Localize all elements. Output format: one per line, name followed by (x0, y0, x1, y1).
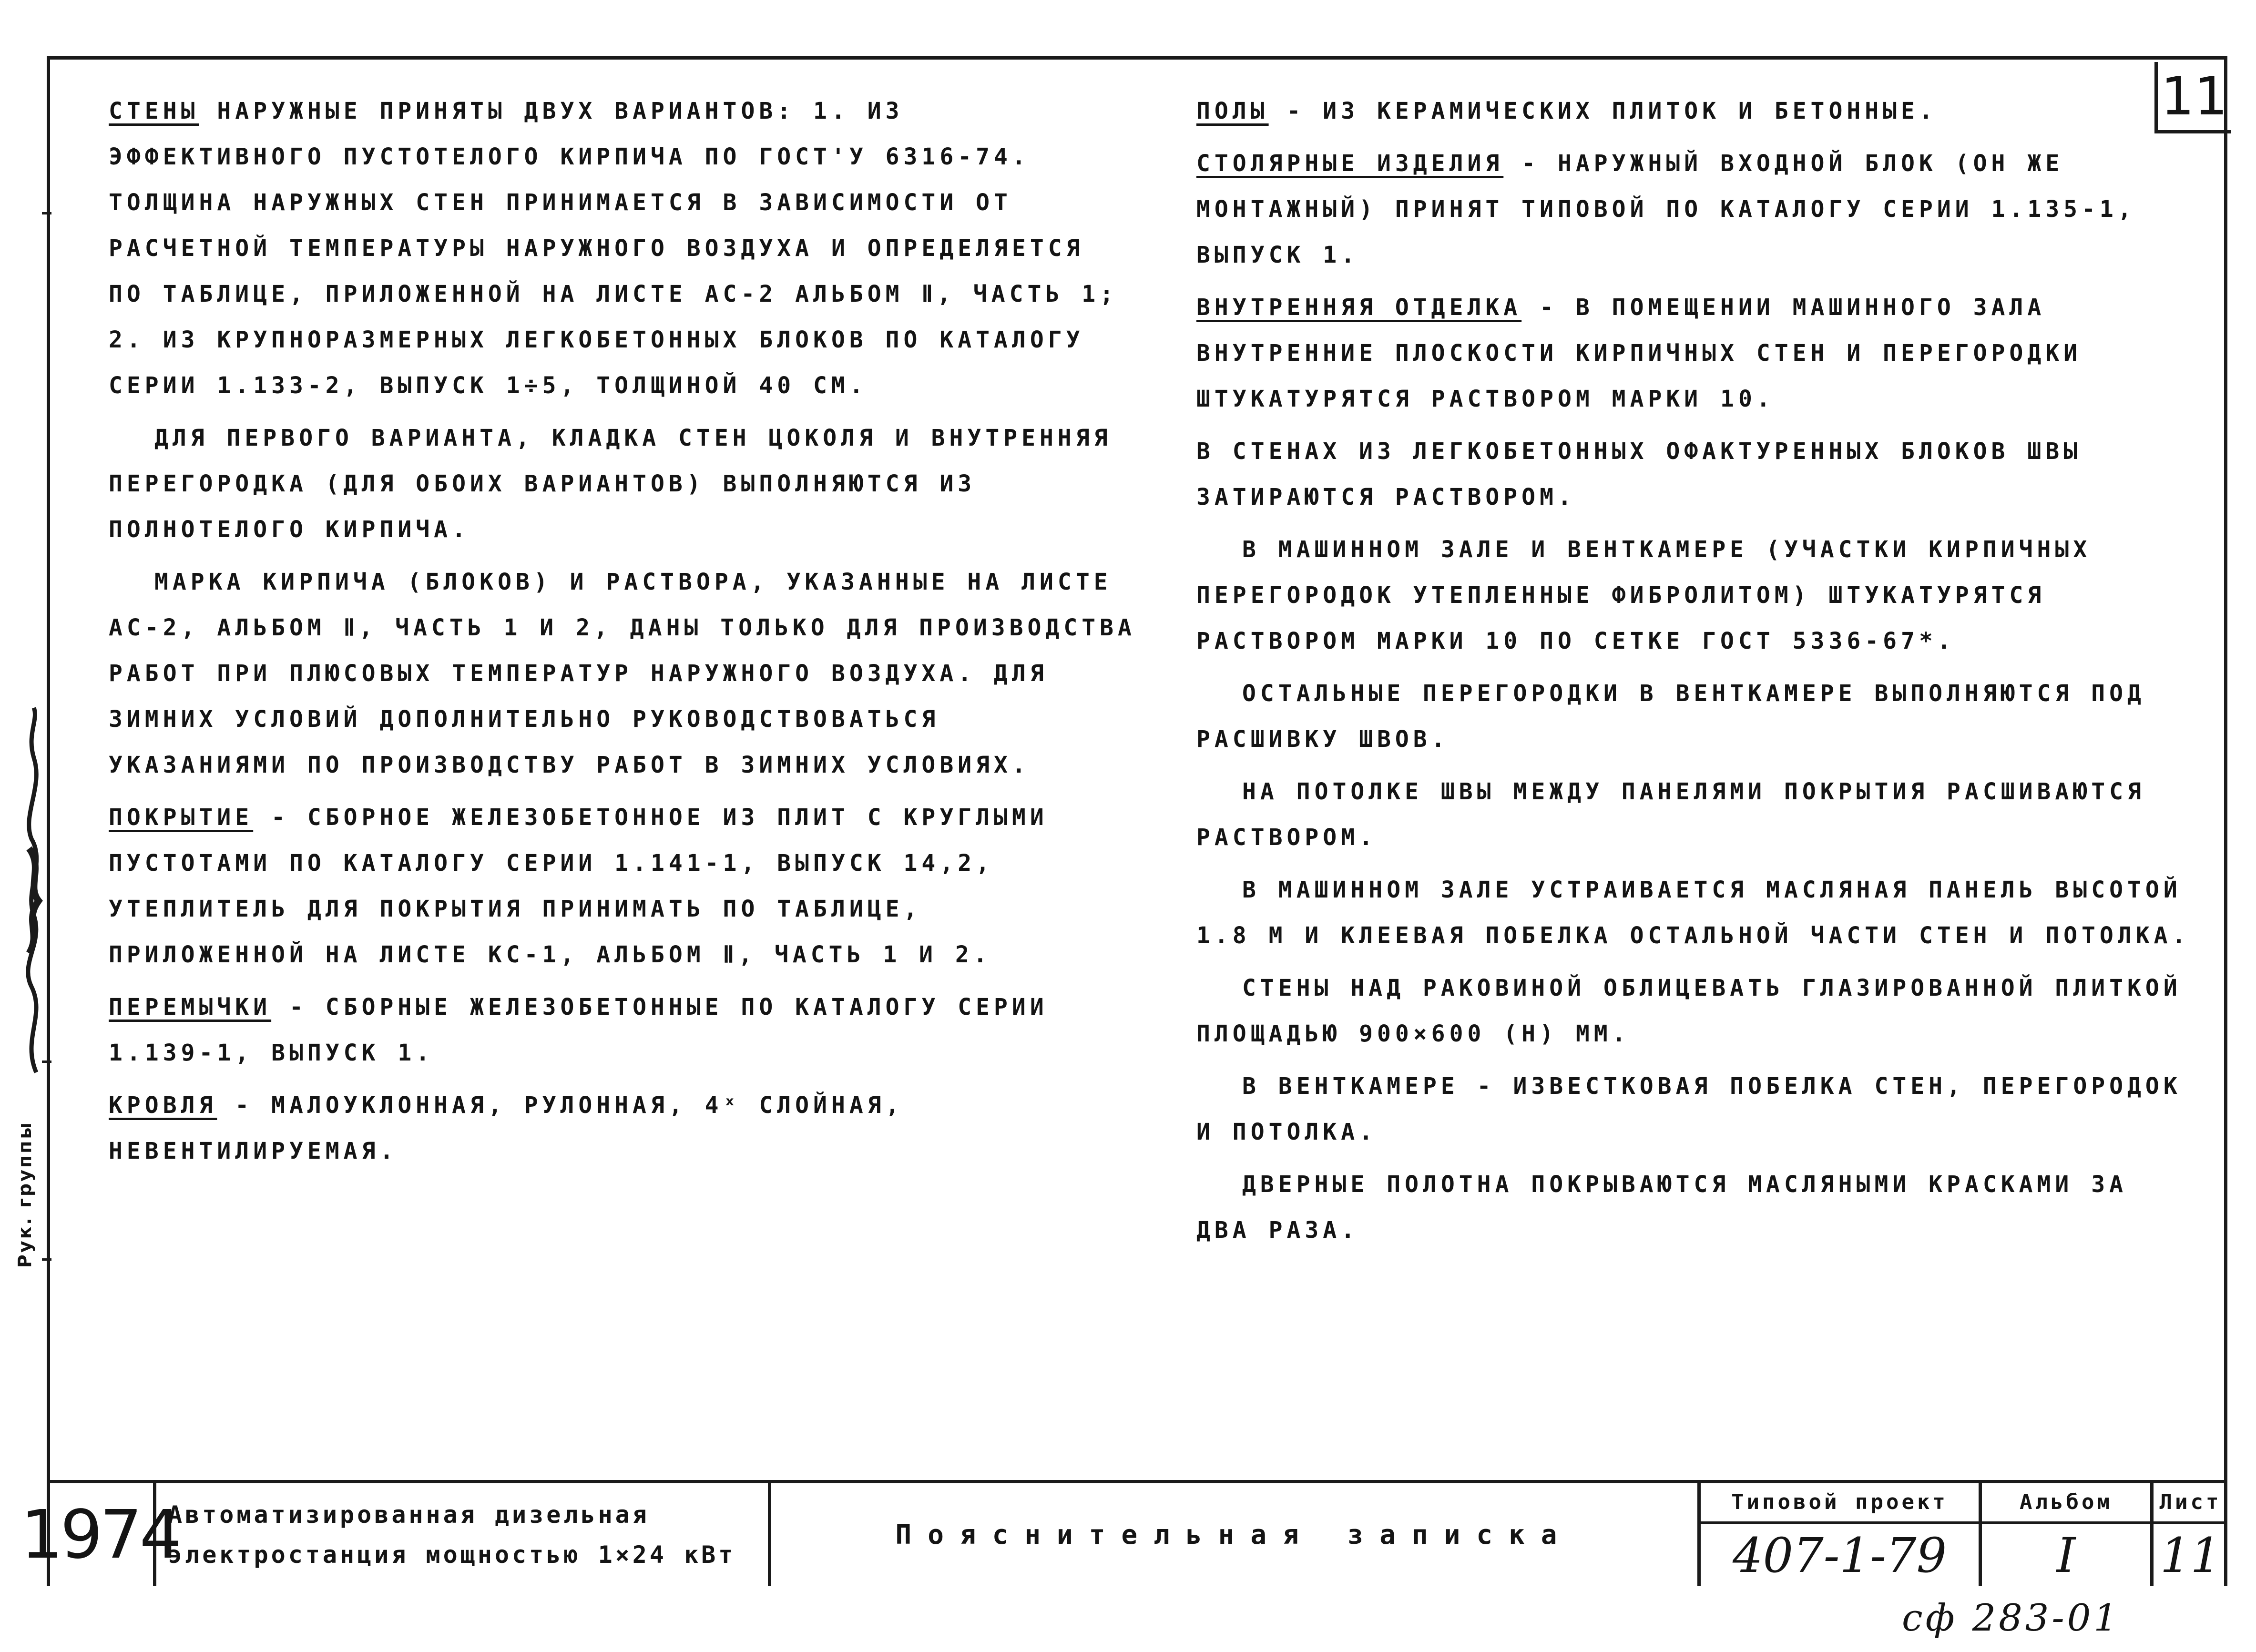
signature-scribble (17, 705, 51, 1077)
album-label: Альбом (1982, 1483, 2150, 1524)
right-column (1196, 88, 2200, 1260)
paragraph-brand (109, 559, 1154, 788)
sheet-value: 11 (2160, 1527, 2221, 1583)
text-roof-cover: - СБОРНОЕ ЖЕЛЕЗОБЕТОННОЕ ИЗ ПЛИТ С КРУГЛЫМИ ПУСТОТАМИ ПО КАТАЛОГУ СЕРИИ 1.141-1, ВЫПУСК 14,2, УТЕПЛИТЕЛЬ ДЛЯ ПОКРЫТИЯ ПРИНИМАТЬ ПО ТАБЛИЦЕ, ПРИЛОЖЕННОЙ НА ЛИСТЕ КС-1, АЛЬБОМ Ⅱ, ЧАСТЬ 1 И 2. (109, 804, 1066, 968)
paragraph-ventroom (1196, 1063, 2200, 1155)
typical-project-cell (1701, 1483, 1982, 1586)
text-interior: - В ПОМЕЩЕНИИ МАШИННОГО ЗАЛА ВНУТРЕННИЕ ПЛОСКОСТИ КИРПИЧНЫХ СТЕН И ПЕРЕГОРОДКИ ШТУКАТУРЯТСЯ РАСТВОРОМ МАРКИ 10. (1196, 294, 2100, 412)
year-cell: 1974 (47, 1483, 156, 1586)
sheet-label: Лист (2154, 1483, 2227, 1524)
project-name-line1: Автоматизированная дизельная (168, 1501, 650, 1529)
text-lintels: - СБОРНЫЕ ЖЕЛЕЗОБЕТОННЫЕ ПО КАТАЛОГУ СЕРИИ 1.139-1, ВЫПУСК 1. (109, 994, 1066, 1066)
typical-project-label: Типовой проект (1701, 1483, 1979, 1524)
text-oilpanel: В МАШИННОМ ЗАЛЕ УСТРАИВАЕТСЯ МАСЛЯНАЯ ПАНЕЛЬ ВЫСОТОЙ 1.8 М И КЛЕЕВАЯ ПОБЕЛКА ОСТАЛЬНОЙ ЧАСТИ СТЕН И ПОТОЛКА. (1196, 877, 2200, 949)
title-block (20, 1480, 2227, 1586)
document-title-cell: Пояснительная записка (771, 1483, 1701, 1586)
paragraph-floors (1196, 88, 2197, 134)
paragraph-sink (1196, 965, 2200, 1057)
paragraph-oilpanel (1196, 867, 2200, 959)
text-roofing: - МАЛОУКЛОННАЯ, РУЛОННАЯ, 4ˣ СЛОЙНАЯ, НЕВЕНТИЛИРУЕМАЯ. (109, 1092, 922, 1164)
heading-walls: СТЕНЫ (109, 98, 199, 124)
album-cell (1982, 1483, 2154, 1586)
margin-tick (42, 1258, 51, 1261)
heading-floors: ПОЛЫ (1196, 98, 1269, 124)
paragraph-lintels (109, 984, 1138, 1076)
heading-lintels: ПЕРЕМЫЧКИ (109, 994, 272, 1020)
heading-roof-cover: ПОКРЫТИЕ (109, 804, 254, 831)
heading-interior: ВНУТРЕННЯЯ ОТДЕЛКА (1196, 294, 1522, 321)
heading-joinery: СТОЛЯРНЫЕ ИЗДЕЛИЯ (1196, 150, 1504, 177)
margin-tick (42, 212, 51, 214)
text-sink: СТЕНЫ НАД РАКОВИНОЙ ОБЛИЦЕВАТЬ ГЛАЗИРОВАННОЙ ПЛИТКОЙ ПЛОЩАДЬЮ 900×600 (H) ММ. (1196, 975, 2200, 1047)
side-role-label: Рук. группы (14, 1121, 35, 1268)
text-walls: НАРУЖНЫЕ ПРИНЯТЫ ДВУХ ВАРИАНТОВ: 1. ИЗ ЭФФЕКТИВНОГО ПУСТОТЕЛОГО КИРПИЧА ПО ГОСТ'У 6316-74. ТОЛЩИНА НАРУЖНЫХ СТЕН ПРИНИМАЕТСЯ В ЗАВИСИМОСТИ ОТ РАСЧЕТНОЙ ТЕМПЕРАТУРЫ НАРУЖНОГО ВОЗДУХА И ОПРЕДЕЛЯЕТСЯ ПО ТАБЛИЦЕ, ПРИЛОЖЕННОЙ НА ЛИСТЕ АС-2 АЛЬБОМ Ⅱ, ЧАСТЬ 1; 2. ИЗ КРУПНОРАЗМЕРНЫХ ЛЕГКОБЕТОННЫХ БЛОКОВ ПО КАТАЛОГУ СЕРИИ 1.133-2, ВЫПУСК 1÷5, ТОЛЩИНОЙ 40 СМ. (109, 98, 1136, 399)
text-others: ОСТАЛЬНЫЕ ПЕРЕГОРОДКИ В ВЕНТКАМЕРЕ ВЫПОЛНЯЮТСЯ ПОД РАСШИВКУ ШВОВ. (1196, 680, 2164, 753)
text-ventroom: В ВЕНТКАМЕРЕ - ИЗВЕСТКОВАЯ ПОБЕЛКА СТЕН, ПЕРЕГОРОДОК И ПОТОЛКА. (1196, 1073, 2200, 1145)
album-value: I (2056, 1527, 2076, 1583)
text-lightconcrete: В СТЕНАХ ИЗ ЛЕГКОБЕТОННЫХ ОФАКТУРЕННЫХ БЛОКОВ ШВЫ ЗАТИРАЮТСЯ РАСТВОРОМ. (1196, 438, 2100, 510)
text-doors: ДВЕРНЫЕ ПОЛОТНА ПОКРЫВАЮТСЯ МАСЛЯНЫМИ КРАСКАМИ ЗА ДВА РАЗА. (1196, 1171, 2145, 1244)
typical-project-value: 407-1-79 (1732, 1527, 1947, 1583)
project-name-cell (156, 1483, 771, 1586)
text-floors: - ИЗ КЕРАМИЧЕСКИХ ПЛИТОК И БЕТОННЫЕ. (1268, 98, 1937, 124)
paragraph-walls (109, 88, 1138, 408)
text-ceiling: НА ПОТОЛКЕ ШВЫ МЕЖДУ ПАНЕЛЯМИ ПОКРЫТИЯ РАСШИВАЮТСЯ РАСТВОРОМ. (1196, 778, 2164, 851)
paragraph-roof-cover (109, 795, 1138, 978)
heading-roofing: КРОВЛЯ (109, 1092, 217, 1119)
text-joinery: - НАРУЖНЫЙ ВХОДНОЙ БЛОК (ОН ЖЕ МОНТАЖНЫЙ) ПРИНЯТ ТИПОВОЙ ПО КАТАЛОГУ СЕРИИ 1.135-1, ВЫПУСК 1. (1196, 150, 2154, 268)
paragraph-ceiling (1196, 769, 2197, 860)
text-brand: МАРКА КИРПИЧА (БЛОКОВ) И РАСТВОРА, УКАЗАННЫЕ НА ЛИСТЕ АС-2, АЛЬБОМ Ⅱ, ЧАСТЬ 1 И 2, ДАНЫ ТОЛЬКО ДЛЯ ПРОИЗВОДСТВА РАБОТ ПРИ ПЛЮСОВЫХ ТЕМПЕРАТУР НАРУЖНОГО ВОЗДУХА. ДЛЯ ЗИМНИХ УСЛОВИЙ ДОПОЛНИТЕЛЬНО РУКОВОДСТВОВАТЬСЯ УКАЗАНИЯМИ ПО ПРОИЗВОДСТВУ РАБОТ В ЗИМНИХ УСЛОВИЯХ. (109, 569, 1154, 778)
left-column (109, 88, 1154, 1181)
project-name-line2: электростанция мощностью 1×24 кВт (168, 1541, 736, 1569)
sheet-cell (2154, 1483, 2227, 1586)
paragraph-machinehall (1196, 527, 2197, 664)
paragraph-lightconcrete (1196, 428, 2197, 520)
sheet-number-corner: 11 (2154, 62, 2231, 133)
paragraph-interior (1196, 285, 2197, 422)
paragraph-first-variant (109, 415, 1138, 552)
paragraph-others (1196, 671, 2197, 762)
text-machinehall: В МАШИННОМ ЗАЛЕ И ВЕНТКАМЕРЕ (УЧАСТКИ КИРПИЧНЫХ ПЕРЕГОРОДОК УТЕПЛЕННЫЕ ФИБРОЛИТОМ) ШТУКАТУРЯТСЯ РАСТВОРОМ МАРКИ 10 ПО СЕТКЕ ГОСТ 5336-67*. (1196, 536, 2110, 654)
archive-stamp: сф 283-01 (1902, 1597, 2121, 1640)
text-first-variant: ДЛЯ ПЕРВОГО ВАРИАНТА, КЛАДКА СТЕН ЦОКОЛЯ И ВНУТРЕННЯЯ ПЕРЕГОРОДКА (ДЛЯ ОБОИХ ВАРИАНТОВ) ВЫПОЛНЯЮТСЯ ИЗ ПОЛНОТЕЛОГО КИРПИЧА. (109, 425, 1130, 543)
paragraph-doors (1196, 1162, 2197, 1253)
paragraph-joinery (1196, 141, 2197, 278)
paragraph-roofing (109, 1082, 1138, 1174)
